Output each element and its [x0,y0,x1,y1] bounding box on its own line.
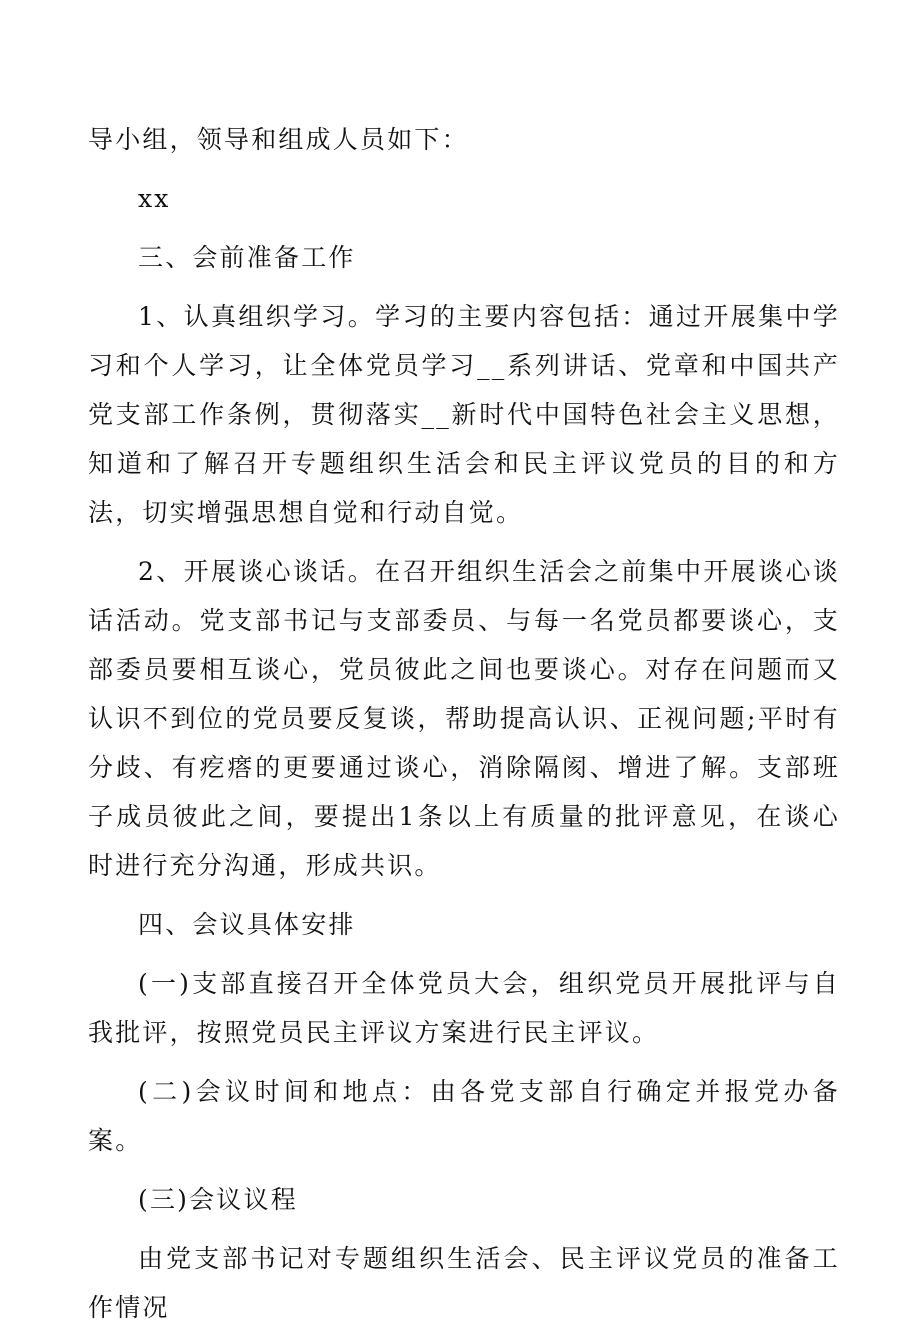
heading-arrangement: 四、会议具体安排 [138,910,356,939]
paragraph-members: xx [138,184,171,213]
heading-preparation: 三、会前准备工作 [138,243,356,272]
paragraph-report: 由党支部书记对专题组织生活会、民主评议党员的准备工作情况 [88,1244,840,1322]
document-body [88,115,840,1332]
paragraph-talks: 2、开展谈心谈话。在召开组织生活会之前集中开展谈心谈话活动。党支部书记与支部委员、与每一名党员都要谈心，支部委员要相互谈心，党员彼此之间也要谈心。对存在问题而又认识不到位的党员要反复谈，帮助提高认识、正视问题;平时有分歧、有疙瘩的更要通过谈心，消除隔阂、增进了解。支部班子成员彼此之间，要提出1条以上有质量的批评意见，在谈心时进行充分沟通，形成共识。 [88,557,840,880]
paragraph-study: 1、认真组织学习。学习的主要内容包括：通过开展集中学习和个人学习，让全体党员学习__系列讲话、党章和中国共产党支部工作条例，贯彻落实__新时代中国特色社会主义思想，知道和了解召开专题组织生活会和民主评议党员的目的和方法，切实增强思想自觉和行动自觉。 [88,302,840,527]
paragraph-time-place: (二)会议时间和地点：由各党支部自行确定并报党办备案。 [88,1077,840,1155]
paragraph-leading-group: 导小组，领导和组成人员如下： [88,125,469,154]
paragraph-agenda: (三)会议议程 [138,1185,298,1214]
paragraph-plenary: (一)支部直接召开全体党员大会，组织党员开展批评与自我批评，按照党员民主评议方案进行民主评议。 [88,969,840,1047]
